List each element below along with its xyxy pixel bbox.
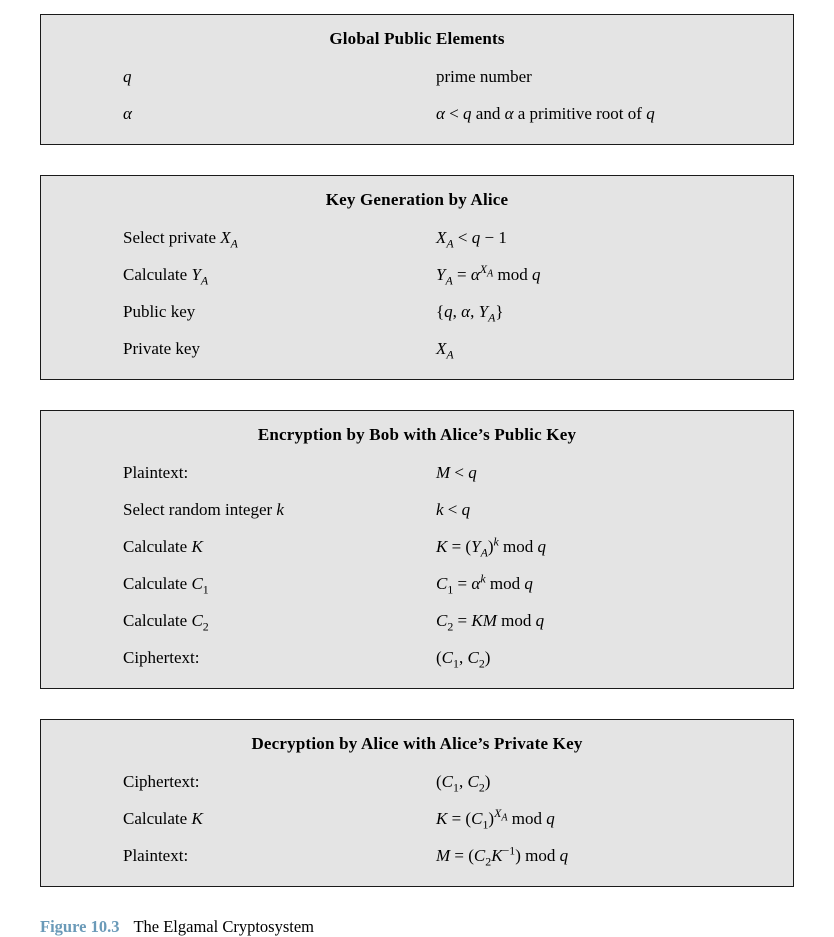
box-title: Decryption by Alice with Alice’s Private Key <box>251 734 583 753</box>
row-value: $Y_A = \alpha^{X_A}$ mod q <box>436 262 541 288</box>
table-row <box>41 293 793 330</box>
table-row <box>41 800 793 837</box>
row-label: Calculate $C_2$ <box>123 611 209 634</box>
global-public-elements-box <box>40 14 794 145</box>
box-title: Key Generation by Alice <box>325 190 509 209</box>
row-value: $X_A < q - 1$ <box>436 228 507 251</box>
row-label: Ciphertext: <box>123 772 200 791</box>
table-row <box>41 763 793 800</box>
figure-caption-label: Figure 10.3 <box>40 917 120 936</box>
figure-caption <box>40 917 794 937</box>
row-value: $C_1 = \alpha^k$ mod q <box>436 571 533 597</box>
table-row <box>41 219 793 256</box>
row-label: Select private $X_A$ <box>123 228 238 251</box>
row-label: Ciphertext: <box>123 648 200 667</box>
row-label: Calculate $Y_A$ <box>123 265 209 288</box>
row-label: q <box>123 67 132 86</box>
table-row <box>41 837 793 874</box>
row-label: Select random integer k <box>123 500 284 519</box>
row-value: k < q <box>436 500 471 519</box>
key-generation-box <box>40 175 794 380</box>
table-row <box>41 454 793 491</box>
figure-caption-text: The Elgamal Cryptosystem <box>133 917 315 936</box>
table-row <box>41 639 793 676</box>
box-title: Global Public Elements <box>329 29 505 48</box>
row-label: α <box>123 104 132 123</box>
row-label: Calculate $C_1$ <box>123 574 209 597</box>
row-value: α < q and α a primitive root of q <box>436 104 655 123</box>
row-label: Calculate K <box>123 809 203 828</box>
row-value: $M = (C_2K^{-1})$ mod q <box>436 843 569 869</box>
table-row <box>41 95 793 132</box>
table-row <box>41 58 793 95</box>
table-row <box>41 256 793 293</box>
row-value: $X_A$ <box>436 339 454 362</box>
row-value: prime number <box>436 67 532 86</box>
encryption-box <box>40 410 794 689</box>
decryption-box <box>40 719 794 887</box>
row-label: Private key <box>123 339 200 358</box>
row-label: Calculate K <box>123 537 203 556</box>
row-value: ($C_1$, $C_2$) <box>436 772 491 795</box>
box-title: Encryption by Bob with Alice’s Public Key <box>257 425 577 444</box>
row-value: $C_2$ = KM mod q <box>436 611 545 634</box>
row-value: $K = (C_1)^{X_A}$ mod q <box>436 806 555 832</box>
table-row <box>41 602 793 639</box>
row-value: M < q <box>436 463 477 482</box>
row-value: ($C_1$, $C_2$) <box>436 648 491 671</box>
row-label: Plaintext: <box>123 846 189 865</box>
table-row <box>41 330 793 367</box>
row-value: $K = (Y_A)^k$ mod q <box>436 534 547 560</box>
row-label: Public key <box>123 302 196 321</box>
table-row <box>41 565 793 602</box>
table-row <box>41 491 793 528</box>
row-label: Plaintext: <box>123 463 189 482</box>
table-row <box>41 528 793 565</box>
row-value: {q, α, $Y_A$} <box>436 302 504 325</box>
